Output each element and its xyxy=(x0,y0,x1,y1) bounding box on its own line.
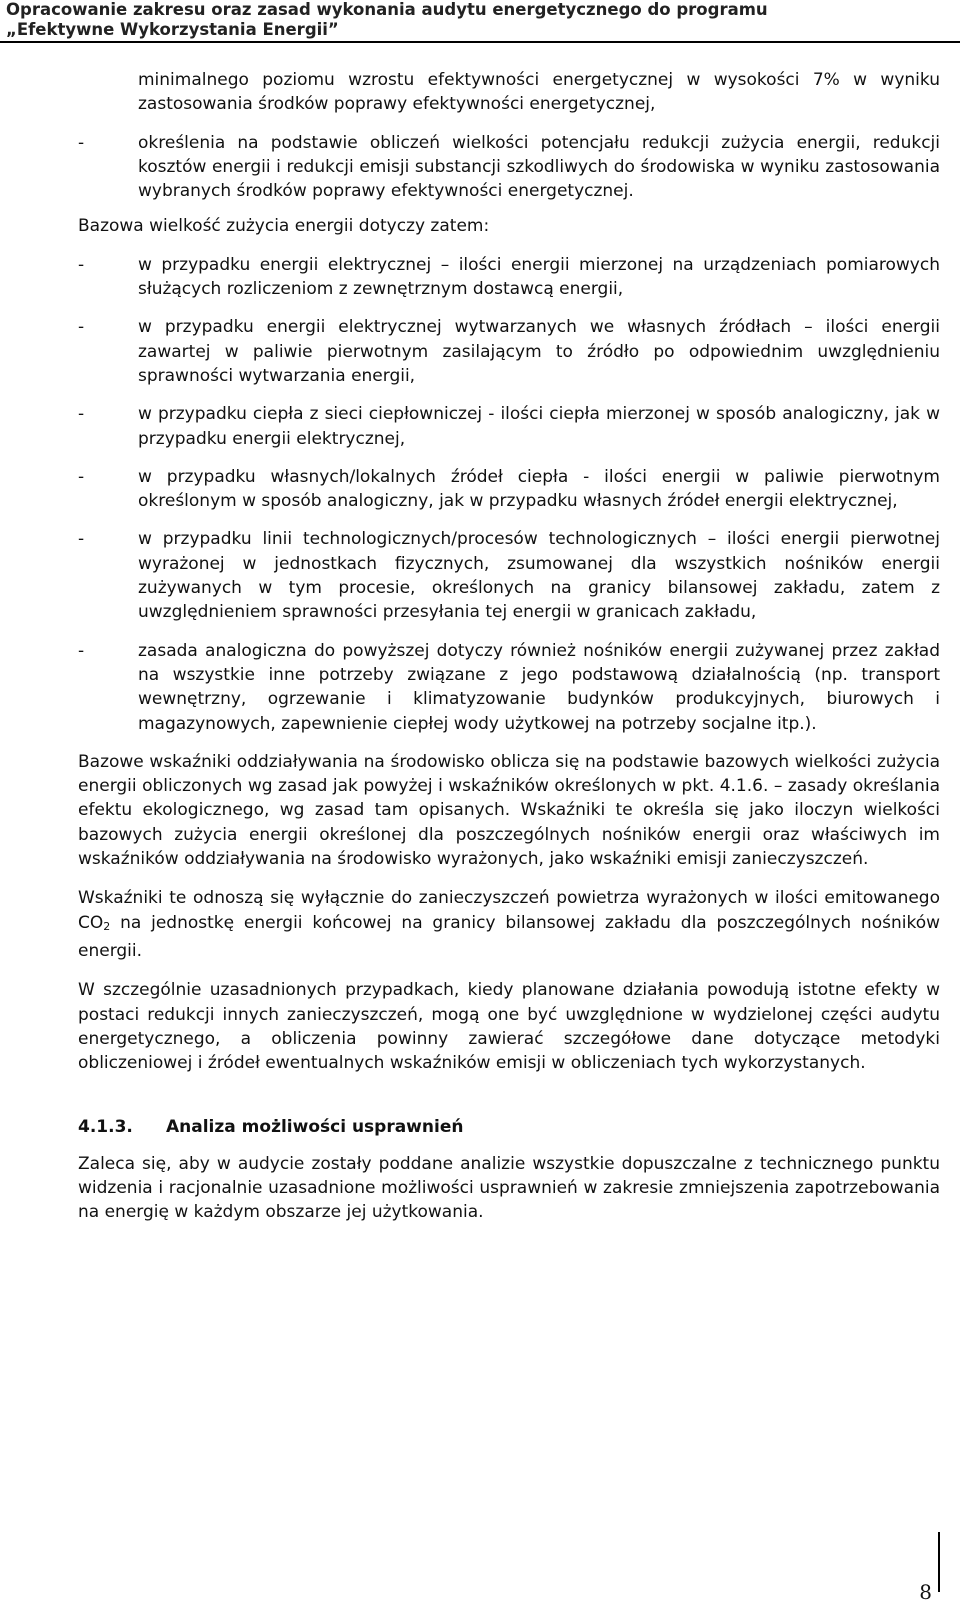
paragraph-intro-continuation: minimalnego poziomu wzrostu efektywności energetycznej w wysokości 7% w wyniku zastosowania środków poprawy efektywności energetycznej, xyxy=(138,70,940,115)
dash-marker: - xyxy=(78,404,85,425)
paragraph-special-cases: W szczególnie uzasadnionych przypadkach, kiedy planowane działania powodują istotne efekty w postaci redukcji innych zanieczyszczeń, mogą one być uwzględnione w wydzielonej części audytu energetycznego, a obliczenia powinny zawierać szczegółowe dane dotyczące metodyki obliczeniowej i źródeł ewentualnych wskaźników emisji w obliczeniach tych wykorzystanych. xyxy=(78,980,940,1074)
list-item xyxy=(78,315,940,388)
list-item xyxy=(78,639,940,736)
list-item xyxy=(78,253,940,302)
header-title-line-2: „Efektywne Wykorzystania Energii” xyxy=(6,20,339,39)
list-item xyxy=(78,402,940,451)
list-item-text: w przypadku ciepła z sieci ciepłowniczej - ilości ciepła mierzonej w sposób analogiczny, jak w przypadku energii elektrycznej, xyxy=(138,404,940,449)
list-item-text: zasada analogiczna do powyższej dotyczy również nośników energii zużywanej przez zakład na wszystkie inne potrzeby związane z jego podstawową działalnością (np. transport wewnętrzny, ogrzewanie i klimatyzowanie budynków produkcyjnych, biurowych i magazynowych, zapewnienie ciepłej wody użytkowej na potrzeby socjalne itp.). xyxy=(138,640,940,734)
dash-marker: - xyxy=(78,466,85,487)
list-item xyxy=(78,465,940,514)
paragraph-section-body: Zaleca się, aby w audycie zostały poddane analizie wszystkie dopuszczalne z technicznego punktu widzenia i racjonalnie uzasadnione możliwości usprawnień w zakresie zmniejszenia zapotrzebowania na energię w każdym obszarze jej użytkowania. xyxy=(78,1153,940,1223)
list-item-text: w przypadku linii technologicznych/procesów technologicznych – ilości energii pierwotnej wyrażonej w jednostkach fizycznych, zsumowanej dla wszystkich nośników energii zużywanych w tym procesie, określonych na granicy bilansowej zakładu, zatem z uwzględnieniem sprawności przesyłania tej energii w granicach zakładu, xyxy=(138,529,940,623)
list-item-text: w przypadku własnych/lokalnych źródeł ciepła - ilości energii w paliwie pierwotnym określonym w sposób analogiczny, jak w przypadku własnych źródeł energii elektrycznej, xyxy=(138,466,940,512)
dash-marker: - xyxy=(78,254,85,275)
section-title: Analiza możliwości usprawnień xyxy=(166,1117,464,1138)
list-item-text: w przypadku energii elektrycznej wytwarzanych we własnych źródłach – ilości energii zawartej w paliwie pierwotnym zasilającym to źródło po odpowiednim uwzględnieniu sprawności wytwarzania energii, xyxy=(138,317,940,386)
paragraph-co2-indicators xyxy=(78,886,940,963)
co2-subscript: 2 xyxy=(103,919,111,933)
dash-marker: - xyxy=(78,640,85,661)
header-divider xyxy=(0,41,960,43)
co2-text-after: na jednostkę energii końcowej na granicy bilansowej zakładu dla poszczególnych nośników energii. xyxy=(78,912,940,961)
page-number: 8 xyxy=(919,1580,932,1604)
list-item xyxy=(78,527,940,624)
dash-marker: - xyxy=(78,317,85,338)
dash-marker: - xyxy=(78,529,85,550)
running-header xyxy=(0,0,960,40)
header-title-line-1: Opracowanie zakresu oraz zasad wykonania audytu energetycznego do programu xyxy=(6,0,768,19)
page-corner-rule xyxy=(938,1532,940,1592)
list-item-text: w przypadku energii elektrycznej – ilości energii mierzonej na urządzeniach pomiarowych służących rozliczeniom z zewnętrznym dostawcą energii, xyxy=(138,254,940,300)
paragraph-baseline-lead: Bazowa wielkość zużycia energii dotyczy zatem: xyxy=(78,216,490,237)
section-heading xyxy=(78,1115,940,1139)
co2-text-before: Wskaźniki te odnoszą się wyłącznie do zanieczyszczeń powietrza wyrażonych w ilości emitowanego CO xyxy=(78,888,940,933)
paragraph-baseline-indicators: Bazowe wskaźniki oddziaływania na środowisko oblicza się na podstawie bazowych wielkości zużycia energii obliczonych wg zasad jak powyżej i wskaźników określonych w pkt. 4.1.6. – zasady określania efektu ekologicznego, wg zasad tam opisanych. Wskaźniki te określa się jako iloczyn wielkości bazowych zużycia energii określonej dla poszczególnych nośników energii oraz właściwych im wskaźników oddziaływania na środowisko wyrażonych, jako wskaźniki emisji zanieczyszczeń. xyxy=(78,751,940,870)
document-body xyxy=(78,68,940,1225)
list-item-text: określenia na podstawie obliczeń wielkości potencjału redukcji zużycia energii, redukcji kosztów energii i redukcji emisji substancji szkodliwych do środowiska w wyniku zastosowania wybranych środków poprawy efektywności energetycznej. xyxy=(138,132,940,202)
section-number: 4.1.3. xyxy=(78,1117,133,1138)
dash-marker: - xyxy=(78,132,85,153)
list-item-potential xyxy=(78,131,940,204)
